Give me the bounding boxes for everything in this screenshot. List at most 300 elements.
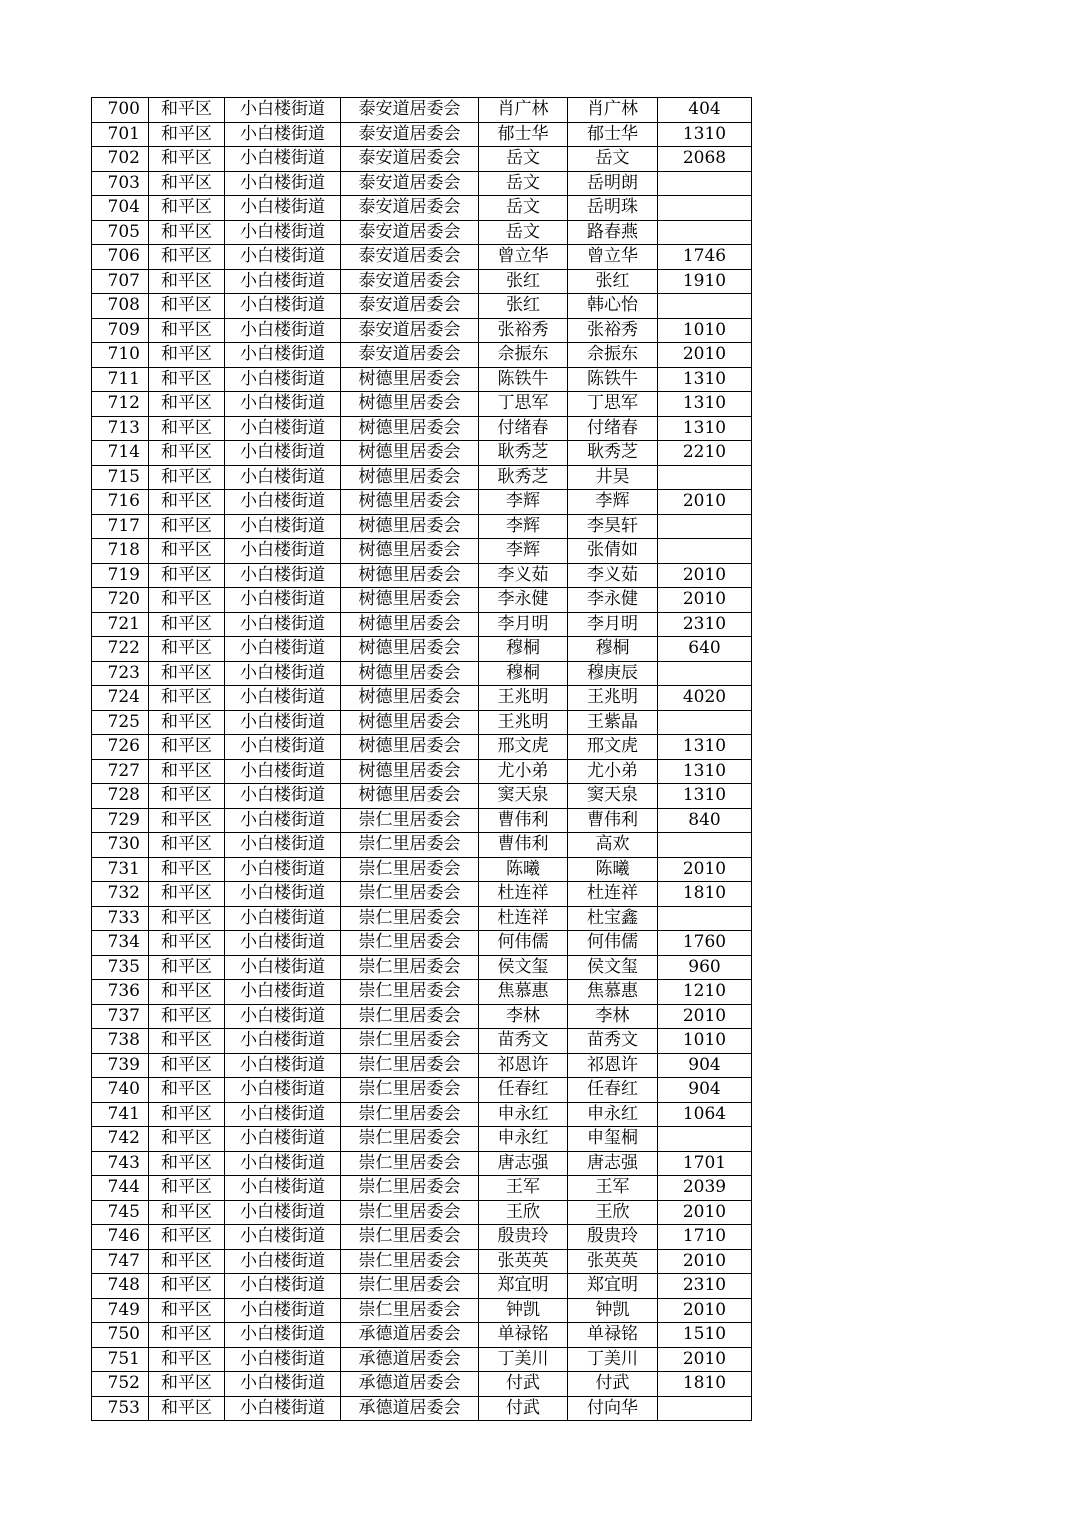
street-cell: 小白楼街道 <box>225 1078 341 1103</box>
district-cell: 和平区 <box>149 98 225 123</box>
amount-cell: 2310 <box>658 1274 752 1299</box>
amount-cell: 2068 <box>658 147 752 172</box>
committee-cell: 树德里居委会 <box>341 416 479 441</box>
street-cell: 小白楼街道 <box>225 931 341 956</box>
table-row <box>92 294 752 319</box>
member-cell: 祁恩许 <box>568 1053 658 1078</box>
district-cell: 和平区 <box>149 367 225 392</box>
householder-cell: 岳文 <box>479 220 568 245</box>
member-cell: 钟凯 <box>568 1298 658 1323</box>
committee-cell: 崇仁里居委会 <box>341 1274 479 1299</box>
row-number: 730 <box>92 833 149 858</box>
householder-cell: 杜连祥 <box>479 906 568 931</box>
table-row <box>92 588 752 613</box>
street-cell: 小白楼街道 <box>225 1127 341 1152</box>
amount-cell <box>658 833 752 858</box>
street-cell: 小白楼街道 <box>225 1225 341 1250</box>
member-cell: 曾立华 <box>568 245 658 270</box>
row-number: 703 <box>92 171 149 196</box>
committee-cell: 崇仁里居委会 <box>341 1249 479 1274</box>
street-cell: 小白楼街道 <box>225 1298 341 1323</box>
street-cell: 小白楼街道 <box>225 588 341 613</box>
committee-cell: 承德道居委会 <box>341 1323 479 1348</box>
row-number: 718 <box>92 539 149 564</box>
committee-cell: 崇仁里居委会 <box>341 955 479 980</box>
householder-cell: 窦天泉 <box>479 784 568 809</box>
row-number: 734 <box>92 931 149 956</box>
amount-cell: 1701 <box>658 1151 752 1176</box>
householder-cell: 郁士华 <box>479 122 568 147</box>
row-number: 722 <box>92 637 149 662</box>
street-cell: 小白楼街道 <box>225 833 341 858</box>
table-row <box>92 441 752 466</box>
member-cell: 王兆明 <box>568 686 658 711</box>
amount-cell <box>658 1396 752 1421</box>
row-number: 704 <box>92 196 149 221</box>
row-number: 739 <box>92 1053 149 1078</box>
street-cell: 小白楼街道 <box>225 906 341 931</box>
amount-cell: 1210 <box>658 980 752 1005</box>
row-number: 725 <box>92 710 149 735</box>
row-number: 707 <box>92 269 149 294</box>
district-cell: 和平区 <box>149 220 225 245</box>
district-cell: 和平区 <box>149 710 225 735</box>
row-number: 720 <box>92 588 149 613</box>
member-cell: 付绪春 <box>568 416 658 441</box>
district-cell: 和平区 <box>149 661 225 686</box>
committee-cell: 泰安道居委会 <box>341 220 479 245</box>
table-row <box>92 931 752 956</box>
committee-cell: 树德里居委会 <box>341 588 479 613</box>
householder-cell: 李义茹 <box>479 563 568 588</box>
householder-cell: 焦慕惠 <box>479 980 568 1005</box>
table-row <box>92 1372 752 1397</box>
row-number: 735 <box>92 955 149 980</box>
district-cell: 和平区 <box>149 392 225 417</box>
table-row <box>92 1078 752 1103</box>
street-cell: 小白楼街道 <box>225 1053 341 1078</box>
householder-cell: 祁恩许 <box>479 1053 568 1078</box>
row-number: 721 <box>92 612 149 637</box>
member-cell: 杜宝鑫 <box>568 906 658 931</box>
amount-cell: 640 <box>658 637 752 662</box>
street-cell: 小白楼街道 <box>225 245 341 270</box>
district-cell: 和平区 <box>149 196 225 221</box>
row-number: 753 <box>92 1396 149 1421</box>
street-cell: 小白楼街道 <box>225 1396 341 1421</box>
member-cell: 唐志强 <box>568 1151 658 1176</box>
row-number: 751 <box>92 1347 149 1372</box>
member-cell: 丁美川 <box>568 1347 658 1372</box>
amount-cell: 2310 <box>658 612 752 637</box>
row-number: 711 <box>92 367 149 392</box>
member-cell: 井昊 <box>568 465 658 490</box>
amount-cell <box>658 906 752 931</box>
table-row <box>92 98 752 123</box>
householder-cell: 申永红 <box>479 1102 568 1127</box>
street-cell: 小白楼街道 <box>225 269 341 294</box>
row-number: 709 <box>92 318 149 343</box>
householder-cell: 申永红 <box>479 1127 568 1152</box>
amount-cell: 1310 <box>658 392 752 417</box>
amount-cell: 2039 <box>658 1176 752 1201</box>
householder-cell: 单禄铭 <box>479 1323 568 1348</box>
amount-cell: 2010 <box>658 857 752 882</box>
householder-cell: 付绪春 <box>479 416 568 441</box>
row-number: 708 <box>92 294 149 319</box>
street-cell: 小白楼街道 <box>225 1274 341 1299</box>
table-row <box>92 367 752 392</box>
row-number: 731 <box>92 857 149 882</box>
row-number: 743 <box>92 1151 149 1176</box>
committee-cell: 承德道居委会 <box>341 1396 479 1421</box>
amount-cell: 2010 <box>658 343 752 368</box>
member-cell: 张裕秀 <box>568 318 658 343</box>
member-cell: 岳明朗 <box>568 171 658 196</box>
householder-cell: 佘振东 <box>479 343 568 368</box>
householder-cell: 曹伟利 <box>479 808 568 833</box>
member-cell: 曹伟利 <box>568 808 658 833</box>
district-cell: 和平区 <box>149 637 225 662</box>
committee-cell: 泰安道居委会 <box>341 171 479 196</box>
table-row <box>92 1396 752 1421</box>
householder-cell: 付武 <box>479 1396 568 1421</box>
committee-cell: 树德里居委会 <box>341 759 479 784</box>
street-cell: 小白楼街道 <box>225 294 341 319</box>
street-cell: 小白楼街道 <box>225 637 341 662</box>
committee-cell: 崇仁里居委会 <box>341 1200 479 1225</box>
householder-cell: 曹伟利 <box>479 833 568 858</box>
district-cell: 和平区 <box>149 147 225 172</box>
table-row <box>92 661 752 686</box>
committee-cell: 崇仁里居委会 <box>341 1102 479 1127</box>
table-row <box>92 686 752 711</box>
committee-cell: 崇仁里居委会 <box>341 1127 479 1152</box>
committee-cell: 泰安道居委会 <box>341 343 479 368</box>
table-row <box>92 833 752 858</box>
amount-cell: 1310 <box>658 416 752 441</box>
member-cell: 李月明 <box>568 612 658 637</box>
district-cell: 和平区 <box>149 857 225 882</box>
district-cell: 和平区 <box>149 833 225 858</box>
amount-cell: 1810 <box>658 882 752 907</box>
table-row <box>92 465 752 490</box>
district-cell: 和平区 <box>149 588 225 613</box>
member-cell: 李永健 <box>568 588 658 613</box>
district-cell: 和平区 <box>149 955 225 980</box>
row-number: 702 <box>92 147 149 172</box>
householder-cell: 李林 <box>479 1004 568 1029</box>
street-cell: 小白楼街道 <box>225 392 341 417</box>
amount-cell <box>658 220 752 245</box>
table-row <box>92 1347 752 1372</box>
street-cell: 小白楼街道 <box>225 686 341 711</box>
district-cell: 和平区 <box>149 1029 225 1054</box>
street-cell: 小白楼街道 <box>225 441 341 466</box>
street-cell: 小白楼街道 <box>225 514 341 539</box>
street-cell: 小白楼街道 <box>225 563 341 588</box>
table-row <box>92 710 752 735</box>
householder-cell: 李月明 <box>479 612 568 637</box>
amount-cell: 1510 <box>658 1323 752 1348</box>
householder-cell: 张英英 <box>479 1249 568 1274</box>
amount-cell <box>658 539 752 564</box>
district-cell: 和平区 <box>149 1127 225 1152</box>
table-row <box>92 980 752 1005</box>
row-number: 742 <box>92 1127 149 1152</box>
table-row <box>92 1249 752 1274</box>
member-cell: 李林 <box>568 1004 658 1029</box>
row-number: 748 <box>92 1274 149 1299</box>
street-cell: 小白楼街道 <box>225 735 341 760</box>
amount-cell: 2210 <box>658 441 752 466</box>
committee-cell: 树德里居委会 <box>341 637 479 662</box>
householder-cell: 钟凯 <box>479 1298 568 1323</box>
householder-cell: 耿秀芝 <box>479 465 568 490</box>
street-cell: 小白楼街道 <box>225 220 341 245</box>
district-cell: 和平区 <box>149 318 225 343</box>
member-cell: 郑宜明 <box>568 1274 658 1299</box>
row-number: 740 <box>92 1078 149 1103</box>
street-cell: 小白楼街道 <box>225 1004 341 1029</box>
householder-cell: 穆桐 <box>479 661 568 686</box>
street-cell: 小白楼街道 <box>225 122 341 147</box>
committee-cell: 树德里居委会 <box>341 686 479 711</box>
table-row <box>92 1053 752 1078</box>
district-cell: 和平区 <box>149 1225 225 1250</box>
member-cell: 耿秀芝 <box>568 441 658 466</box>
amount-cell: 2010 <box>658 490 752 515</box>
street-cell: 小白楼街道 <box>225 1029 341 1054</box>
member-cell: 路春燕 <box>568 220 658 245</box>
table-row <box>92 416 752 441</box>
table-row <box>92 343 752 368</box>
member-cell: 王军 <box>568 1176 658 1201</box>
table-row <box>92 147 752 172</box>
street-cell: 小白楼街道 <box>225 98 341 123</box>
district-cell: 和平区 <box>149 122 225 147</box>
street-cell: 小白楼街道 <box>225 1200 341 1225</box>
row-number: 700 <box>92 98 149 123</box>
district-cell: 和平区 <box>149 1396 225 1421</box>
row-number: 737 <box>92 1004 149 1029</box>
amount-cell: 2010 <box>658 1347 752 1372</box>
row-number: 727 <box>92 759 149 784</box>
amount-cell: 2010 <box>658 1200 752 1225</box>
amount-cell: 960 <box>658 955 752 980</box>
table-row <box>92 318 752 343</box>
householder-cell: 李辉 <box>479 514 568 539</box>
amount-cell: 2010 <box>658 563 752 588</box>
committee-cell: 承德道居委会 <box>341 1372 479 1397</box>
district-cell: 和平区 <box>149 686 225 711</box>
member-cell: 尤小弟 <box>568 759 658 784</box>
district-cell: 和平区 <box>149 441 225 466</box>
district-cell: 和平区 <box>149 171 225 196</box>
amount-cell: 2010 <box>658 1298 752 1323</box>
member-cell: 穆桐 <box>568 637 658 662</box>
table-row <box>92 1225 752 1250</box>
table-row <box>92 245 752 270</box>
member-cell: 张倩如 <box>568 539 658 564</box>
table-row <box>92 1274 752 1299</box>
table-row <box>92 1200 752 1225</box>
committee-cell: 树德里居委会 <box>341 539 479 564</box>
householder-cell: 丁美川 <box>479 1347 568 1372</box>
street-cell: 小白楼街道 <box>225 318 341 343</box>
householder-cell: 殷贵玲 <box>479 1225 568 1250</box>
data-table <box>91 97 752 1421</box>
committee-cell: 树德里居委会 <box>341 784 479 809</box>
row-number: 747 <box>92 1249 149 1274</box>
member-cell: 申玺桐 <box>568 1127 658 1152</box>
row-number: 713 <box>92 416 149 441</box>
amount-cell: 404 <box>658 98 752 123</box>
committee-cell: 崇仁里居委会 <box>341 1078 479 1103</box>
committee-cell: 树德里居委会 <box>341 392 479 417</box>
street-cell: 小白楼街道 <box>225 759 341 784</box>
householder-cell: 任春红 <box>479 1078 568 1103</box>
table-row <box>92 637 752 662</box>
table-row <box>92 1102 752 1127</box>
householder-cell: 陈铁牛 <box>479 367 568 392</box>
amount-cell: 1746 <box>658 245 752 270</box>
street-cell: 小白楼街道 <box>225 612 341 637</box>
amount-cell: 4020 <box>658 686 752 711</box>
row-number: 714 <box>92 441 149 466</box>
householder-cell: 张红 <box>479 269 568 294</box>
district-cell: 和平区 <box>149 1200 225 1225</box>
table-row <box>92 955 752 980</box>
member-cell: 高欢 <box>568 833 658 858</box>
table-row <box>92 1029 752 1054</box>
householder-cell: 唐志强 <box>479 1151 568 1176</box>
street-cell: 小白楼街道 <box>225 980 341 1005</box>
street-cell: 小白楼街道 <box>225 416 341 441</box>
table-row <box>92 196 752 221</box>
street-cell: 小白楼街道 <box>225 1372 341 1397</box>
row-number: 701 <box>92 122 149 147</box>
householder-cell: 王兆明 <box>479 710 568 735</box>
member-cell: 郁士华 <box>568 122 658 147</box>
member-cell: 佘振东 <box>568 343 658 368</box>
committee-cell: 泰安道居委会 <box>341 147 479 172</box>
table-row <box>92 220 752 245</box>
district-cell: 和平区 <box>149 1151 225 1176</box>
district-cell: 和平区 <box>149 465 225 490</box>
district-cell: 和平区 <box>149 416 225 441</box>
district-cell: 和平区 <box>149 1323 225 1348</box>
district-cell: 和平区 <box>149 1347 225 1372</box>
member-cell: 李义茹 <box>568 563 658 588</box>
householder-cell: 王欣 <box>479 1200 568 1225</box>
householder-cell: 张红 <box>479 294 568 319</box>
committee-cell: 崇仁里居委会 <box>341 1298 479 1323</box>
row-number: 719 <box>92 563 149 588</box>
amount-cell: 2010 <box>658 588 752 613</box>
amount-cell <box>658 465 752 490</box>
householder-cell: 杜连祥 <box>479 882 568 907</box>
amount-cell: 1310 <box>658 759 752 784</box>
member-cell: 陈铁牛 <box>568 367 658 392</box>
street-cell: 小白楼街道 <box>225 367 341 392</box>
district-cell: 和平区 <box>149 882 225 907</box>
row-number: 733 <box>92 906 149 931</box>
member-cell: 王欣 <box>568 1200 658 1225</box>
committee-cell: 泰安道居委会 <box>341 294 479 319</box>
committee-cell: 泰安道居委会 <box>341 196 479 221</box>
member-cell: 付武 <box>568 1372 658 1397</box>
amount-cell: 1310 <box>658 122 752 147</box>
district-cell: 和平区 <box>149 269 225 294</box>
committee-cell: 泰安道居委会 <box>341 122 479 147</box>
householder-cell: 丁思军 <box>479 392 568 417</box>
street-cell: 小白楼街道 <box>225 857 341 882</box>
amount-cell <box>658 196 752 221</box>
amount-cell: 2010 <box>658 1249 752 1274</box>
householder-cell: 陈曦 <box>479 857 568 882</box>
street-cell: 小白楼街道 <box>225 171 341 196</box>
district-cell: 和平区 <box>149 294 225 319</box>
row-number: 729 <box>92 808 149 833</box>
street-cell: 小白楼街道 <box>225 343 341 368</box>
district-cell: 和平区 <box>149 563 225 588</box>
street-cell: 小白楼街道 <box>225 465 341 490</box>
table-row <box>92 857 752 882</box>
district-cell: 和平区 <box>149 1249 225 1274</box>
committee-cell: 树德里居委会 <box>341 661 479 686</box>
district-cell: 和平区 <box>149 343 225 368</box>
member-cell: 邢文虎 <box>568 735 658 760</box>
table-row <box>92 269 752 294</box>
householder-cell: 尤小弟 <box>479 759 568 784</box>
member-cell: 杜连祥 <box>568 882 658 907</box>
householder-cell: 张裕秀 <box>479 318 568 343</box>
member-cell: 殷贵玲 <box>568 1225 658 1250</box>
member-cell: 韩心怡 <box>568 294 658 319</box>
amount-cell <box>658 294 752 319</box>
district-cell: 和平区 <box>149 980 225 1005</box>
table-row <box>92 1004 752 1029</box>
committee-cell: 崇仁里居委会 <box>341 882 479 907</box>
committee-cell: 崇仁里居委会 <box>341 808 479 833</box>
row-number: 749 <box>92 1298 149 1323</box>
householder-cell: 肖广林 <box>479 98 568 123</box>
householder-cell: 何伟儒 <box>479 931 568 956</box>
householder-cell: 王军 <box>479 1176 568 1201</box>
committee-cell: 承德道居委会 <box>341 1347 479 1372</box>
district-cell: 和平区 <box>149 906 225 931</box>
street-cell: 小白楼街道 <box>225 490 341 515</box>
householder-cell: 郑宜明 <box>479 1274 568 1299</box>
street-cell: 小白楼街道 <box>225 196 341 221</box>
table-row <box>92 1176 752 1201</box>
table-row <box>92 1298 752 1323</box>
amount-cell: 1010 <box>658 1029 752 1054</box>
amount-cell: 1064 <box>658 1102 752 1127</box>
householder-cell: 耿秀芝 <box>479 441 568 466</box>
street-cell: 小白楼街道 <box>225 710 341 735</box>
table-row <box>92 1323 752 1348</box>
row-number: 732 <box>92 882 149 907</box>
member-cell: 穆庚辰 <box>568 661 658 686</box>
street-cell: 小白楼街道 <box>225 1249 341 1274</box>
row-number: 752 <box>92 1372 149 1397</box>
table-row <box>92 171 752 196</box>
member-cell: 窦天泉 <box>568 784 658 809</box>
amount-cell <box>658 661 752 686</box>
amount-cell: 1310 <box>658 784 752 809</box>
